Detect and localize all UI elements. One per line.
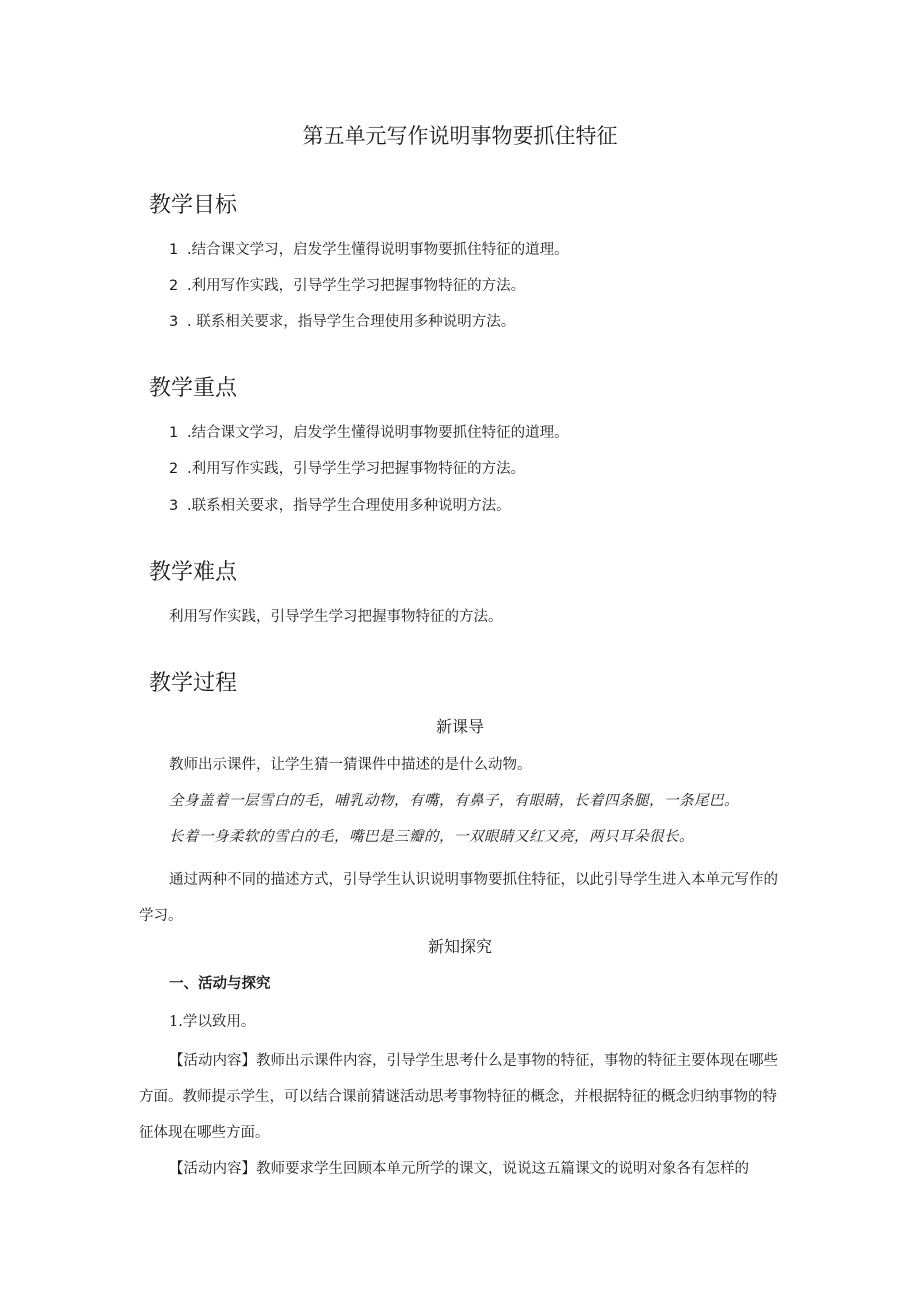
- goals-heading: 教学目标: [149, 193, 238, 218]
- goal-item-3: [169, 311, 515, 333]
- key-point-number: 2: [169, 461, 179, 477]
- key-point-item-1: [169, 422, 569, 444]
- key-point-text: .结合课文学习，启发学生懂得说明事物要抓住特征的道理。: [187, 425, 569, 441]
- difficulty-text: 利用写作实践，引导学生学习把握事物特征的方法。: [169, 609, 503, 625]
- goal-number: 2: [169, 278, 179, 294]
- key-point-number: 1: [169, 425, 179, 441]
- goal-number: 1: [169, 242, 179, 258]
- page-title: 第五单元写作说明事物要抓住特征: [302, 124, 618, 148]
- key-point-item-2: [169, 458, 525, 480]
- quote-description-2: 长着一身柔软的雪白的毛，嘴巴是三瓣的，一双眼睛又红又亮，两只耳朵很长。: [169, 829, 694, 845]
- section-heading-1: 一、活动与探究: [169, 976, 271, 992]
- intro-paragraph-1: 教师出示课件，让学生猜一猜课件中描述的是什么动物。: [169, 757, 532, 773]
- key-point-item-3: [169, 495, 511, 517]
- sub-heading-1: 1.学以致用。: [169, 1014, 256, 1030]
- intro-paragraph-2: 通过两种不同的描述方式，引导学生认识说明事物要抓住特征，以此引导学生进入本单元写作的学习。: [139, 872, 778, 924]
- key-point-text: .利用写作实践，引导学生学习把握事物特征的方法。: [187, 461, 526, 477]
- goal-item-2: [169, 275, 525, 297]
- process-heading: 教学过程: [149, 671, 238, 696]
- key-point-number: 3: [169, 498, 179, 514]
- intro-heading: 新课导: [435, 717, 484, 736]
- activity-paragraph-1: 【活动内容】教师出示课件内容，引导学生思考什么是事物的特征，事物的特征主要体现在哪些方面。教师提示学生，可以结合课前猜谜活动思考事物特征的概念，并根据特征的概念归纳事物的特征体现在哪些方面。: [139, 1053, 778, 1141]
- key-point-text: .联系相关要求，指导学生合理使用多种说明方法。: [187, 498, 511, 514]
- goal-text: .利用写作实践，引导学生学习把握事物特征的方法。: [187, 278, 526, 294]
- goal-number: 3: [169, 314, 179, 330]
- activity-paragraph-2: 【活动内容】教师要求学生回顾本单元所学的课文，说说这五篇课文的说明对象各有怎样的: [169, 1161, 749, 1177]
- goal-item-1: [169, 239, 569, 261]
- goal-text: .结合课文学习，启发学生懂得说明事物要抓住特征的道理。: [187, 242, 569, 258]
- explore-heading: 新知探究: [427, 937, 492, 956]
- key-points-heading: 教学重点: [149, 376, 238, 401]
- goal-text: . 联系相关要求，指导学生合理使用多种说明方法。: [187, 314, 516, 330]
- quote-description-1: 全身盖着一层雪白的毛，哺乳动物，有嘴，有鼻子，有眼睛，长着四条腿，一条尾巴。: [169, 793, 739, 809]
- difficulty-heading: 教学难点: [149, 560, 238, 585]
